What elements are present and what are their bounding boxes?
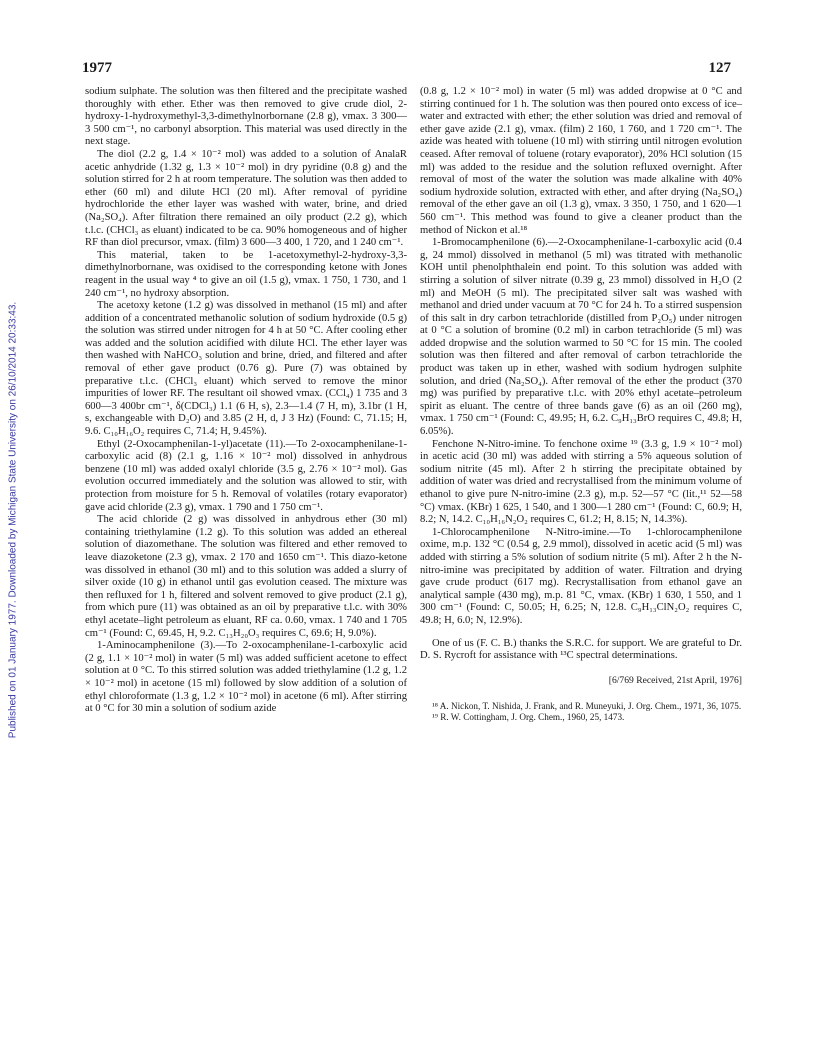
paragraph: sodium sulphate. The solution was then filtered and the precipitate washed thoroughly with ether. Ether was then removed to give crude diol, 2-hydroxy-1-hydroxymethyl-3,3-dimethylnorbornane (2.8 g), vmax. 3 300—3 500 cm⁻¹, no carbonyl absorption. This material was used directly in the next stage.: [85, 86, 407, 148]
acknowledgement: One of us (F. C. B.) thanks the S.R.C. for support. We are grateful to Dr. D. S. Rycroft for assistance with ¹³C spectral determinations.: [420, 637, 742, 662]
page-number: 127: [708, 60, 731, 76]
reference-item: ¹⁸ A. Nickon, T. Nishida, J. Frank, and R. Muneyuki, J. Org. Chem., 1971, 36, 1075.: [432, 701, 742, 712]
paragraph: 1-Bromocamphenilone (6).—2-Oxocamphenilane-1-carboxylic acid (0.4 g, 24 mmol) dissolved in methanol (5 ml) was titrated with methanolic KOH until phenolphthalein end point. To this solution was added with stirring a solution of silver nitrate (0.39 g, 23 mmol) dissolved in H₂O (2 ml) and MeOH (5 ml). The precipitated silver salt was washed with methanol and dried under vacuum at 70 °C for 24 h. To a stirred suspension of this salt in dry carbon tetrachloride (distilled from P₂O₅) under nitrogen at 0 °C a solution of bromine (0.2 ml) in carbon tetrachloride (5 ml) was added dropwise and the solution warmed to 50 °C for 15 min. The cooled solution was then filtered and after removal of carbon tetrachloride the product was taken up in ether, washed with sodium hydrogen sulphite solution, and dried (Na₂SO₄). After removal of the ether the product (370 mg) was purified by preparative t.l.c. with 20% ethyl acetate–petroleum spirit as eluant. The centre of three bands gave (6) as an oil (260 mg), vmax. 1 750 cm⁻¹ (Found: C, 49.95; H, 6.2. C₉H₁₃BrO requires C, 49.8; H, 6.05%).: [420, 237, 742, 438]
paragraph: 1-Aminocamphenilone (3).—To 2-oxocamphenilane-1-carboxylic acid (2 g, 1.1 × 10⁻² mol) in water (5 ml) was added sufficient acetone to effect solution at 0 °C. To this stirred solution was added triethylamine (1.2 g, 1.2 × 10⁻² mol) in acetone (15 ml) followed by slow addition of a solution of ethyl chloroformate (1.3 g, 1.2 × 10⁻² mol) in acetone (6 ml). After stirring at 0 °C for 30 min a solution of sodium azide: [85, 640, 407, 715]
paragraph: The diol (2.2 g, 1.4 × 10⁻² mol) was added to a solution of AnalaR acetic anhydride (1.32 g, 1.3 × 10⁻² mol) in dry pyridine (0.8 g) and the solution stirred for 2 h at room temperature. The solution was then added to ether (60 ml) and dilute HCl (20 ml). After removal of pyridine hydrochloride the ether layer was washed with water, brine, and dried (Na₂SO₄). After filtration there remained an oily product (2.2 g), which t.l.c. (CHCl₃ as eluant) indicated to be ca. 90% homogeneous and of higher RF than diol precursor, vmax. (film) 3 600—3 400, 1 720, and 1 240 cm⁻¹.: [85, 148, 407, 249]
received-date: [6/769 Received, 21st April, 1976]: [608, 674, 742, 686]
left-column: [85, 86, 407, 716]
right-column: [420, 86, 742, 723]
journal-year: 1977: [82, 60, 112, 76]
paragraph: The acid chloride (2 g) was dissolved in anhydrous ether (30 ml) containing triethylamine (1.2 g). To this solution was added an ethereal solution of diazomethane. The solution was filtered and ether removed to leave diazoketone (2.3 g), vmax. 2 170 and 1650 cm⁻¹. This diazo-ketone was dissolved in ethanol (30 ml) and to this solution was added a slurry of silver oxide (10 g) in ethanol until gas evolution ceased. The mixture was then refluxed for 1 h, filtered and solvent removed to give product (2.1 g), from which pure (11) was obtained as an oil by preparative t.l.c. with 30% ethyl acetate–light petroleum as eluant, RF ca. 0.60, vmax. 1 740 and 1 705 cm⁻¹ (Found: C, 69.45, H, 9.2. C₁₃H₂₀O₃ requires C, 69.6; H, 9.0%).: [85, 514, 407, 639]
paragraph: Fenchone N-Nitro-imine. To fenchone oxime ¹⁹ (3.3 g, 1.9 × 10⁻² mol) in acetic acid (30 ml) was added with stirring a 5% aqueous solution of sodium nitrite (45 ml). After 2 h stirring the precipitate obtained by addition of water was dried and recrystallised from the minimum volume of ethanol to give pure N-nitro-imine (2.3 g), m.p. 52—57 °C (lit.,¹¹ 52—58 °C) vmax. (KBr) 1 625, 1 540, and 1 300—1 280 cm⁻¹ (Found: C, 60.9; H, 8.2; N, 14.2. C₁₀H₁₆N₂O₂ requires C, 61.2; H, 8.15; N, 14.3%).: [420, 438, 742, 526]
reference-item: ¹⁹ R. W. Cottingham, J. Org. Chem., 1960, 25, 1473.: [432, 712, 625, 723]
publication-sidenote[interactable]: [6, 160, 20, 880]
sidenote-text[interactable]: Published on 01 January 1977. Downloaded by Michigan State University on 26/10/2014 20:33:43.: [7, 301, 19, 739]
paragraph: 1-Chlorocamphenilone N-Nitro-imine.—To 1-chlorocamphenilone oxime, m.p. 132 °C (0.54 g, 2.9 mmol), dissolved in acetic acid (5 ml) was added with stirring a 5% solution of sodium nitrite (5 ml). After 2 h the N-nitro-imine was precipitated by addition of water. Filtration and drying gave crude product (617 mg). Recrystallisation from ethanol gave an analytical sample (430 mg), m.p. 81 °C, vmax. (KBr) 1 630, 1 550, and 1 300 cm⁻¹ (Found: C, 50.05; H, 6.25; N, 12.8. C₉H₁₃ClN₂O₂ requires C, 49.8; H, 6.0; N, 12.9%).: [420, 526, 742, 626]
paragraph: Ethyl (2-Oxocamphenilan-1-yl)acetate (11).—To 2-oxocamphenilane-1-carboxylic acid (8) (2.1 g, 1.16 × 10⁻² mol) dissolved in anhydrous benzene (10 ml) was added oxalyl chloride (3.5 g, 2.76 × 10⁻² mol). Gas evolution occurred immediately and the solution was allowed to stir, with protection from moisture for 5 h. Removal of volatiles (rotary evaporator) gave acid chloride (2.3 g), vmax. 1 790 and 1 750 cm⁻¹.: [85, 438, 407, 513]
paragraph: (0.8 g, 1.2 × 10⁻² mol) in water (5 ml) was added dropwise at 0 °C and stirring continued for 1 h. The solution was then poured onto excess of ice–water and extracted with ether; the ether solution was dried and removal of ether gave azide (2.1 g), vmax. (film) 2 160, 1 760, and 1 720 cm⁻¹. The azide was heated with toluene (10 ml) with stirring until nitrogen evolution ceased. After removal of toluene (rotary evaporator), 20% HCl solution (15 ml) was added to the residue and the solution refluxed overnight. After removal of most of the water the solution was made alkaline with 40% sodium hydroxide solution, extracted with ether, and after drying (Na₂SO₄) removal of the ether gave an oil (1.3 g), vmax. 3 350, 1 750, and 1 620—1 560 cm⁻¹. This method was found to give a cleaner product than the method of Nickon et al.¹⁸: [420, 86, 742, 236]
paragraph: This material, taken to be 1-acetoxymethyl-2-hydroxy-3,3-dimethylnorbornane, was oxidised to the corresponding ketone with Jones reagent in the usual way ⁴ to give an oil (1.5 g), vmax. 1 750, 1 730, and 1 240 cm⁻¹, no hydroxy absorption.: [85, 249, 407, 299]
references: [420, 701, 742, 723]
paragraph: The acetoxy ketone (1.2 g) was dissolved in methanol (15 ml) and after addition of a concentrated methanolic solution of sodium hydroxide (0.5 g) the solution was stirred under nitrogen for 4 h at 50 °C. After cooling ether was added and the solution acidified with dilute HCl. The ether layer was then washed with NaHCO₃ solution and brine, dried, and filtered and after removal of ether gave product (0.76 g). Pure (7) was obtained by preparative t.l.c. (CHCl₃ eluant) which served to remove the minor impurities of lower RF. The resultant oil showed vmax. (CCl₄) 1 735 and 3 600—3 400br cm⁻¹, δ(CDCl₃) 1.1 (6 H, s), 2.3—1.4 (7 H, m), 3.1br (1 H, s, exchangeable with D₂O) and 3.85 (2 H, d, J 3 Hz) (Found: C, 71.15; H, 9.6. C₁₀H₁₆O₂ requires C, 71.4; H, 9.45%).: [85, 300, 407, 438]
